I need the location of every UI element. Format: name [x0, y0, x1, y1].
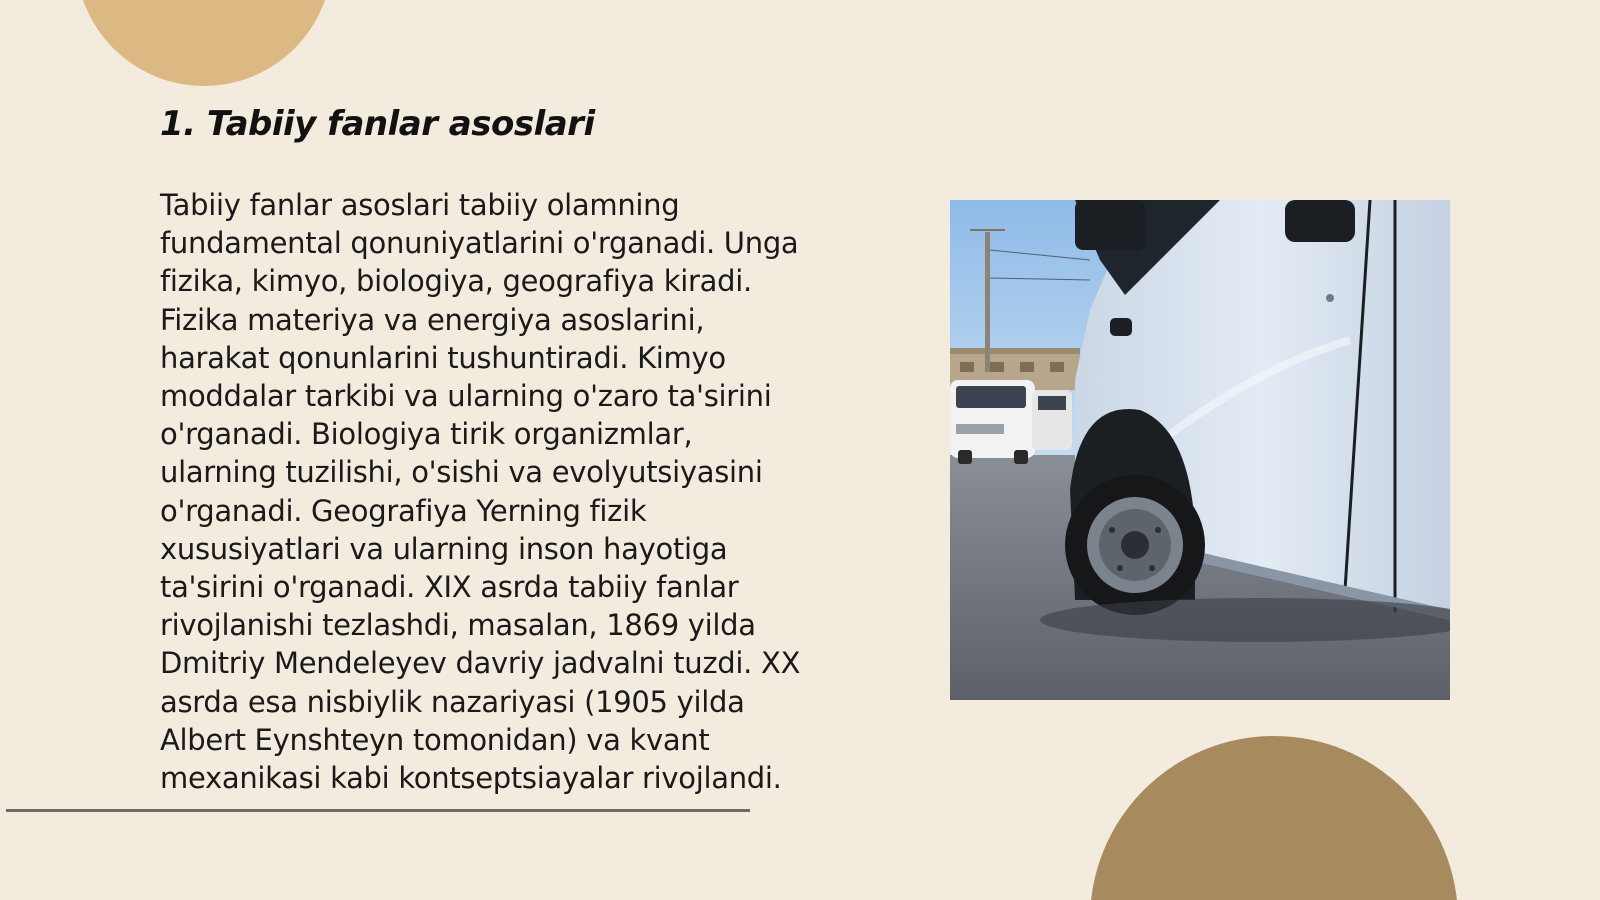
divider-line	[6, 809, 750, 812]
body-line: asrda esa nisbiylik nazariyasi (1905 yilda	[160, 684, 745, 719]
body-line: mexanikasi kabi kontseptsiayalar rivojlandi.	[160, 761, 782, 796]
body-line: o'rganadi. Biologiya tirik organizmlar,	[160, 417, 693, 452]
body-text	[160, 186, 850, 797]
body-line: xususiyatlari va ularning inson hayotiga	[160, 531, 728, 566]
body-line: Fizika materiya va energiya asoslarini,	[160, 302, 705, 337]
body-line: Dmitriy Mendeleyev davriy jadvalni tuzdi. XX	[160, 646, 801, 681]
decorative-circle-bottom	[1090, 736, 1458, 900]
body-line: o'rganadi. Geografiya Yerning fizik	[160, 493, 647, 528]
slide-title: 1. Tabiiy fanlar asoslari	[160, 104, 595, 144]
body-line: ta'sirini o'rganadi. XIX asrda tabiiy fanlar	[160, 570, 739, 605]
body-line: Tabiiy fanlar asoslari tabiiy olamning	[160, 188, 680, 222]
body-line: ularning tuzilishi, o'sishi va evolyutsiyasini	[160, 455, 763, 490]
body-line: rivojlanishi tezlashdi, masalan, 1869 yilda	[160, 608, 756, 643]
body-line: fundamental qonuniyatlarini o'rganadi. Unga	[160, 226, 799, 261]
body-line: harakat qonunlarini tushuntiradi. Kimyo	[160, 340, 726, 375]
van-photo	[950, 200, 1450, 700]
body-line: fizika, kimyo, biologiya, geografiya kiradi.	[160, 264, 752, 299]
body-line: moddalar tarkibi va ularning o'zaro ta'sirini	[160, 379, 772, 414]
decorative-circle-top	[76, 0, 332, 86]
body-line: Albert Eynshteyn tomonidan) va kvant	[160, 722, 710, 757]
